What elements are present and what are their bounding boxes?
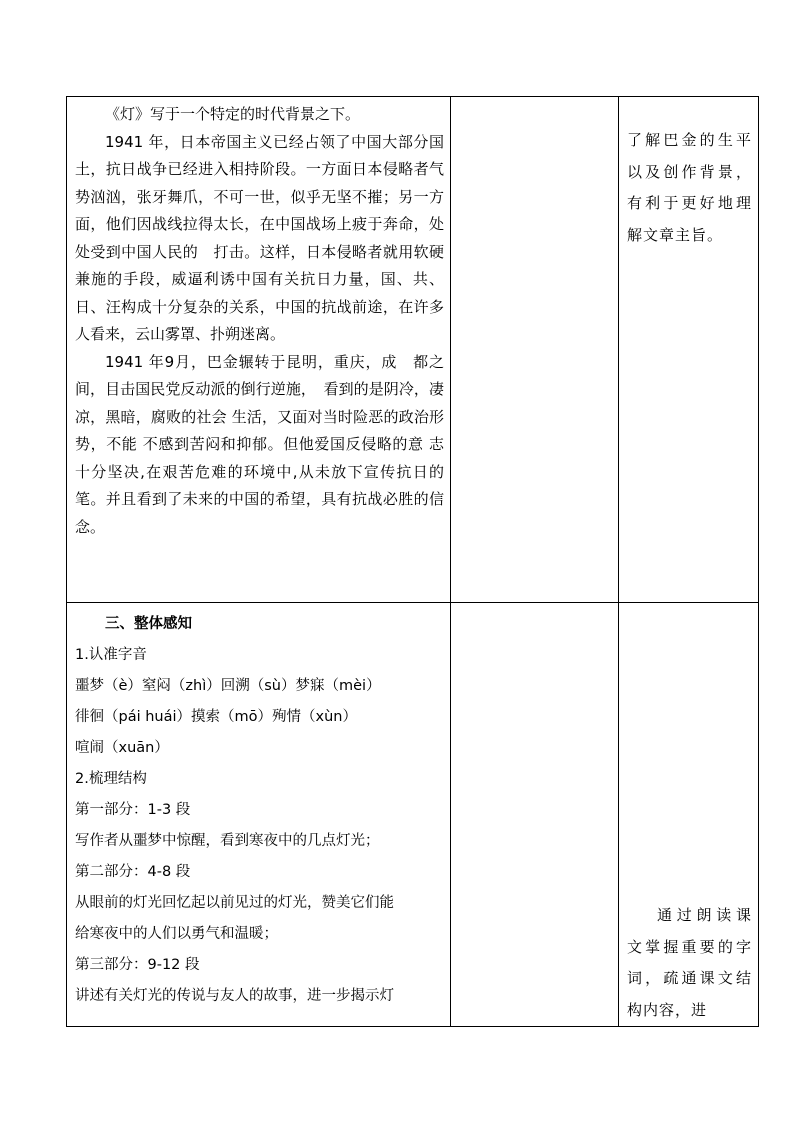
list-item: 噩梦（è）窒闷（zhì）回溯（sù）梦寐（mèi）: [75, 678, 381, 694]
lesson-plan-table: [66, 96, 759, 1027]
teaching-content-cell: [67, 97, 451, 603]
teaching-content-cell: [67, 603, 451, 1027]
list-item: 从眼前的灯光回忆起以前见过的灯光，赞美它们能: [75, 895, 394, 911]
intro-paragraph: 《灯》写于一个特定的时代背景之下。: [105, 105, 361, 123]
background-paragraph: 1941 年，日本帝国主义已经占领了中国大部分国土，抗日战争已经进入相持阶段。一方面日本侵略者气势汹汹，张牙舞爪，不可一世，似乎无坚不摧；另一方面，他们因战线拉得太长，在中国战场上疲于奔命，处处受到中国人民的 打击。这样，日本侵略者就用软硬兼施的手段，威逼利诱中国有关抗日力量，国、共、日、汪构成十分复杂的关系，中国的抗战前途，在许多人看来，云山雾罩、扑朔迷离。: [75, 132, 444, 343]
list-item: 喧闹（xuān）: [75, 740, 169, 756]
list-item: 徘徊（pái huái）摸索（mō）殉情（xùn）: [75, 709, 357, 725]
author-paragraph: 1941 年9月，巴金辗转于昆明，重庆，成 都之间，目击国民党反动派的倒行逆施， 看到的是阴冷，凄凉，黑暗，腐败的社会 生活，又面对当时险恶的政治形势，不能 不感到苦闷和抑郁。但他爱国反侵略的意 志十分坚决,在艰苦危难的环境中,从未放下宣传抗日的笔。并且看到了未来的中国的希望，具有抗战必胜的信念。: [75, 352, 444, 536]
design-intent-note: 通过朗读课文掌握重要的字词，疏通课文结构内容，进: [627, 906, 752, 1019]
list-item: 给寒夜中的人们以勇气和温暖；: [75, 926, 278, 942]
student-activity-cell: [451, 97, 619, 603]
list-item: 第三部分：9-12 段: [75, 957, 200, 973]
design-intent-cell: [619, 603, 759, 1027]
design-intent-cell: [619, 97, 759, 603]
design-intent-note: 了解巴金的生平以及创作背景，有利于更好地理解文章主旨。: [627, 131, 752, 244]
list-item: 第一部分：1-3 段: [75, 802, 191, 818]
list-item: 第二部分：4-8 段: [75, 864, 191, 880]
list-item: 1.认准字音: [75, 647, 147, 663]
table-row: [67, 97, 759, 603]
list-item: 讲述有关灯光的传说与友人的故事，进一步揭示灯: [75, 988, 394, 1004]
table-row: [67, 603, 759, 1027]
list-item: 写作者从噩梦中惊醒，看到寒夜中的几点灯光；: [75, 833, 380, 849]
list-item: 2.梳理结构: [75, 771, 147, 787]
student-activity-cell: [451, 603, 619, 1027]
section-heading: 三、整体感知: [105, 616, 192, 632]
